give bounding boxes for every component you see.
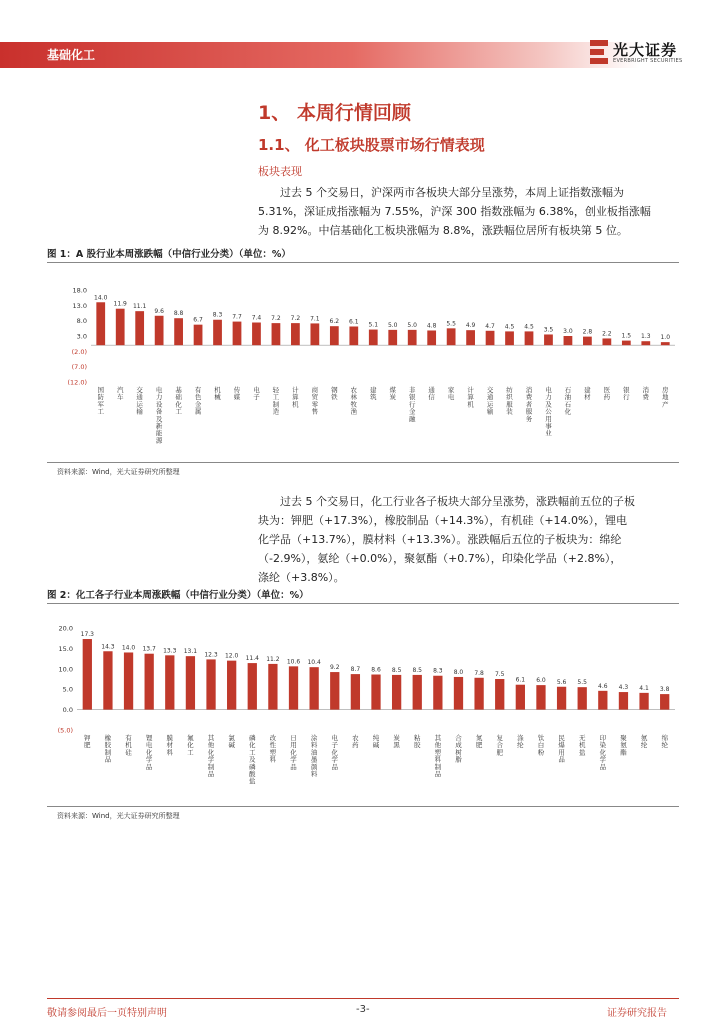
bar-value-label: 9.2 [329,664,340,672]
chart-bar [349,326,358,345]
bar-value-label: 6.0 [536,677,546,685]
category-label: 日用化学品 [290,734,297,771]
chart-bar [388,330,397,345]
y-tick-label: 20.0 [58,624,73,633]
bar-value-label: 9.6 [154,307,164,315]
header-section-title: 基础化工 [47,48,96,62]
footer-disclaimer: 敬请参阅最后一页特别声明 [47,1008,167,1019]
chart-bar [174,318,183,345]
chart-bar [233,322,242,346]
chart-bar [248,663,257,710]
category-label: 其他塑料制品 [434,734,442,778]
chart-bar [310,323,319,345]
chart-bar [583,337,592,346]
figure1-bottom-rule [47,462,679,463]
chart-bar [103,651,112,709]
y-tick-label: 10.0 [58,665,73,674]
chart-bar [564,336,573,345]
chart-bar [252,323,261,346]
y-tick-label: 15.0 [58,644,73,653]
bar-value-label: 7.2 [290,315,301,323]
chart-bar [135,311,144,345]
bar-value-label: 3.5 [543,326,554,334]
paragraph-line: 5.31%，深证成指涨幅为 7.55%，沪深 300 指数涨幅为 6.38%，创业板指涨幅 [258,205,651,218]
category-label: 传媒 [233,386,241,402]
figure2-chart [47,612,679,805]
bar-value-label: 17.3 [80,631,94,639]
category-label: 复合肥 [496,734,503,757]
bar-value-label: 14.0 [94,294,108,302]
paragraph-heading: 板块表现 [258,165,302,178]
chart-bar [371,675,380,710]
category-label: 国防军工 [97,386,104,416]
category-label: 房地产 [662,386,669,409]
category-label: 膜材料 [166,734,174,757]
bar-value-label: 10.6 [286,658,301,666]
bar-value-label: 8.0 [453,668,464,676]
brand-name-en: EVERBRIGHT SECURITIES [613,58,683,64]
category-label: 交通运输 [136,386,143,416]
bar-value-label: 8.5 [412,666,423,674]
bar-value-label: 5.0 [407,321,417,329]
category-label: 计算机 [292,386,299,409]
category-label: 消费者服务 [525,386,533,423]
chart-bar [466,330,475,345]
bar-value-label: 13.3 [163,647,177,655]
bar-value-label: 4.7 [485,322,495,330]
chart-bar [268,664,277,710]
chart-bar [309,667,318,709]
page-number: -3- [356,1004,370,1015]
bar-value-label: 7.2 [271,315,281,323]
bar-value-label: 4.8 [426,322,437,330]
category-label: 有机硅 [125,734,132,757]
bar-value-label: 7.4 [251,314,262,322]
category-label: 印染化学品 [599,734,607,771]
chart-bar [557,687,566,710]
category-label: 氯碱 [228,734,235,750]
category-label: 电子 [253,386,260,402]
figure1-title: 图 1：A 股行业本周涨跌幅（中信行业分类）（单位：%） [47,249,291,260]
bar-value-label: 7.1 [310,315,320,323]
bar-value-label: 11.1 [132,303,147,311]
figure2-source: 资料来源：Wind，光大证券研究所整理 [57,812,180,820]
chart-bar [447,328,456,345]
category-label: 纺织服装 [506,386,513,416]
y-tick-label: (2.0) [71,347,87,356]
category-label: 煤炭 [389,386,396,402]
chart-bar [186,656,195,709]
chart-bar [289,666,298,709]
bar-value-label: 11.9 [113,300,127,308]
category-label: 涤纶 [517,734,524,750]
category-label: 锂电化学品 [145,734,153,771]
chart-bar [544,334,553,345]
chart-bar [291,323,300,345]
chart-bar [622,341,631,346]
y-tick-label: 18.0 [72,286,87,295]
chart-bar [427,330,436,345]
y-tick-label: 5.0 [62,685,73,694]
chart-bar [145,654,154,710]
category-label: 其他化学制品 [207,734,215,778]
bar-value-label: 8.3 [433,667,443,675]
bar-value-label: 2.2 [602,330,612,338]
section-heading: 1、 本周行情回顾 [258,102,411,124]
bar-value-label: 14.0 [121,644,136,652]
bar-value-label: 11.4 [245,655,259,663]
chart-bar [516,685,525,710]
chart-bar [641,341,650,345]
bar-value-label: 10.4 [307,659,321,667]
chart-bar [639,693,648,710]
category-label: 合成树脂 [455,734,462,764]
header-bar [0,42,640,68]
category-label: 钢铁 [331,386,338,402]
footer-rule [47,998,679,999]
paragraph-line: 为 8.92%。中信基础化工板块涨幅为 8.8%，涨跌幅位居所有板块第 5 位。 [258,224,628,237]
category-label: 电力及公用事业 [545,386,552,438]
category-label: 氨纶 [640,734,648,750]
bar-value-label: 12.0 [224,652,239,660]
bar-value-label: 14.3 [101,643,115,651]
bar-value-label: 3.0 [563,328,573,335]
y-tick-label: 0.0 [62,706,73,715]
bar-value-label: 3.8 [659,686,670,694]
category-label: 橡胶制品 [104,734,112,764]
category-label: 交通运输 [486,386,494,416]
bar-value-label: 8.8 [173,310,184,318]
chart-bar [155,316,164,345]
chart-bar [454,677,463,710]
chart-bar [433,676,442,710]
chart-bar [351,674,360,709]
bar-value-label: 6.2 [329,318,340,326]
chart-bar [116,309,125,345]
chart-bar [96,302,105,345]
bar-value-label: 7.8 [474,669,484,677]
bar-value-label: 5.1 [368,321,379,329]
paragraph-market [258,183,679,240]
category-label: 建材 [584,386,591,402]
category-label: 纯碱 [372,734,380,750]
bar-value-label: 13.1 [183,648,198,656]
bar-value-label: 6.1 [515,676,526,684]
category-label: 民爆用品 [558,734,565,764]
chart-bar [165,655,174,709]
chart-bar [330,326,339,345]
bar-value-label: 13.7 [142,645,156,653]
category-label: 计算机 [467,386,474,409]
category-label: 磷化工及磷酸盐 [249,734,256,786]
paragraph-line: 化学品（+13.7%），膜材料（+13.3%）。涨跌幅后五位的子板块为：绵纶 [258,533,622,546]
category-label: 银行 [623,386,630,402]
y-tick-label: 3.0 [76,332,87,341]
bar-value-label: 8.7 [350,666,361,674]
y-tick-label: (12.0) [67,378,87,387]
category-label: 农林牧渔 [350,386,358,416]
chart-bar [272,323,281,345]
chart-bar [486,331,495,345]
chart-bar [602,338,611,345]
chart-bar [227,661,236,710]
category-label: 医药 [603,386,611,402]
category-label: 炭黑 [393,734,400,750]
paragraph-line: 块为：钾肥（+17.3%），橡胶制品（+14.3%），有机硅（+14.0%），锂电 [258,514,627,527]
category-label: 氟化工 [187,734,194,757]
chart-bar [619,692,628,710]
chart-bar [660,694,669,710]
chart-bar [408,330,417,345]
paragraph-line: 过去 5 个交易日，化工行业各子板块大部分呈涨势，涨跌幅前五位的子板 [280,495,635,508]
bar-value-label: 1.0 [660,334,671,342]
figure2-top-rule [47,603,679,604]
bar-value-label: 7.7 [232,313,242,321]
category-label: 非银行金融 [408,386,416,423]
figure1-top-rule [47,262,679,263]
category-label: 消费 [642,386,650,402]
paragraph-line: （-2.9%），氨纶（+0.0%），聚氨酯（+0.7%），印染化学品（+2.8%）， [258,552,622,565]
bar-value-label: 8.5 [391,666,402,674]
category-label: 农药 [352,734,359,750]
chart-bar [124,652,133,709]
bar-value-label: 11.2 [266,655,280,663]
bar-value-label: 4.5 [504,323,515,331]
footer-report-type: 证券研究报告 [607,1008,667,1019]
category-label: 聚氨酯 [620,734,627,757]
figure2-bottom-rule [47,806,679,807]
bar-value-label: 5.5 [577,679,587,687]
chart-bar [83,639,92,710]
bar-value-label: 4.1 [639,684,649,692]
chart-bar [661,342,670,345]
y-tick-label: 8.0 [76,317,87,326]
chart-bar [392,675,401,710]
bar-value-label: 8.3 [212,311,223,319]
brand-name: 光大证券 [613,41,678,59]
chart-bar [578,687,587,709]
category-label: 汽车 [116,386,124,402]
bar-value-label: 6.1 [349,318,359,326]
category-label: 电力设备及新能源 [155,386,163,445]
category-label: 机械 [214,386,221,402]
category-label: 绵纶 [661,734,668,750]
chart-bar [194,325,203,346]
figure1-source: 资料来源：Wind，光大证券研究所整理 [57,468,180,476]
category-label: 电子化学品 [331,734,339,771]
brand-logo-icon [590,40,608,64]
paragraph-line: 涤纶（+3.8%）。 [258,571,345,584]
chart-bar [495,679,504,710]
category-label: 轻工制造 [272,386,280,416]
figure2-title: 图 2：化工各子行业本周涨跌幅（中信行业分类）（单位：%） [47,590,309,601]
bar-value-label: 2.8 [582,328,593,336]
category-label: 有色金属 [194,386,202,416]
subsection-heading: 1.1、 化工板块股票市场行情表现 [258,136,485,154]
category-label: 无机盐 [578,734,586,757]
bar-value-label: 12.3 [204,651,218,659]
chart-bar [413,675,422,710]
chart-bar [598,691,607,710]
bar-value-label: 5.0 [387,321,398,329]
category-label: 建筑 [370,386,377,402]
bar-value-label: 5.5 [446,320,456,328]
bar-value-label: 4.6 [598,682,608,690]
bar-value-label: 7.5 [494,671,505,678]
chart-bar [536,685,545,709]
chart-bar [369,330,378,346]
bar-value-label: 4.5 [524,323,534,331]
y-tick-label: (7.0) [71,363,87,372]
bar-value-label: 6.7 [193,316,203,324]
chart-bar [474,678,483,710]
bar-value-label: 5.6 [556,678,567,686]
category-label: 家电 [447,386,455,402]
category-label: 商贸零售 [311,386,319,416]
chart-bar [525,331,534,345]
paragraph-line: 过去 5 个交易日，沪深两市各板块大部分呈涨势，本周上证指数涨幅为 [280,186,624,199]
chart-bar [206,659,215,709]
bar-value-label: 1.5 [621,332,632,340]
category-label: 钛白粉 [537,734,545,757]
chart-bar [505,331,514,345]
chart-bar [213,320,222,345]
category-label: 通信 [428,386,435,402]
bar-value-label: 4.9 [465,322,476,330]
y-tick-label: (5.0) [57,726,73,735]
category-label: 基础化工 [175,386,182,416]
category-label: 改性塑料 [269,734,277,764]
bar-value-label: 4.3 [618,684,629,692]
category-label: 钾肥 [84,734,91,750]
figure1-chart [47,270,679,460]
category-label: 粘胶 [413,734,421,750]
category-label: 涂料油墨颜料 [310,734,318,778]
category-label: 氮肥 [475,734,483,750]
chart-bar [330,672,339,710]
bar-value-label: 1.3 [641,333,651,341]
y-tick-label: 13.0 [72,301,87,310]
category-label: 石油石化 [564,386,572,416]
bar-value-label: 8.6 [371,666,381,674]
paragraph-subsector [258,492,679,587]
